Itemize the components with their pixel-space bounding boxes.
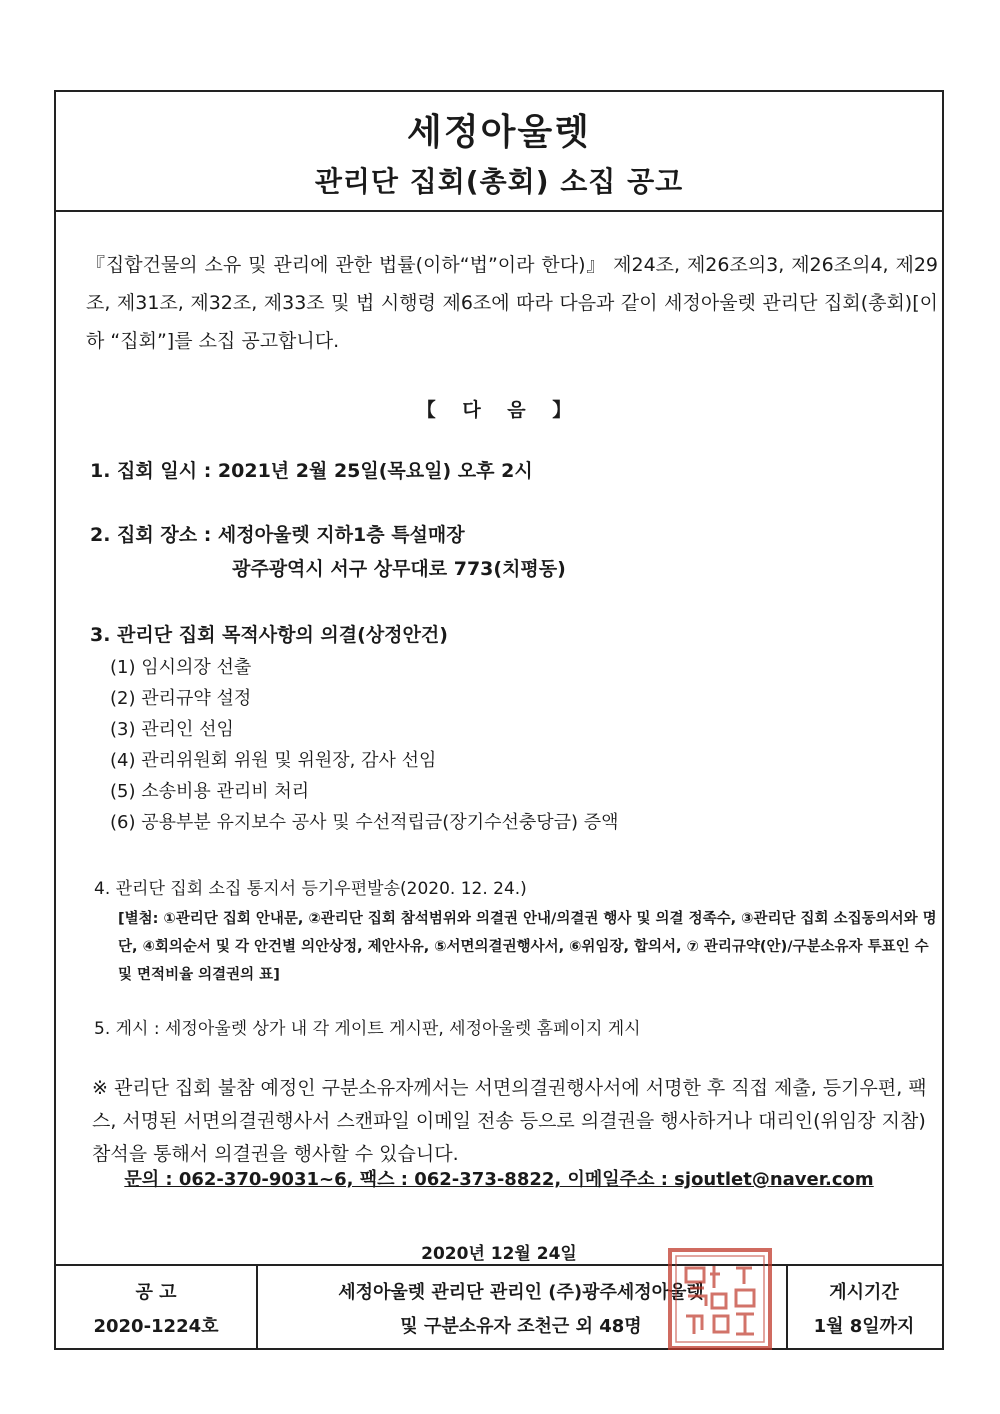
document-title: 세정아울렛 (407, 112, 591, 153)
issuer-line1: 세정아울렛 관리단 관리인 (주)광주세정아울렛 (338, 1282, 704, 1303)
period-label: 게시기간 (829, 1282, 899, 1303)
agenda-item: (1) 임시의장 선출 (110, 657, 252, 678)
item-place-address: 광주광역시 서구 상무대로 773(치평동) (232, 558, 566, 580)
item-agenda-title: 3. 관리단 집회 목적사항의 의결(상정안건) (90, 624, 448, 646)
agenda-item: (2) 관리규약 설정 (110, 688, 252, 709)
agenda-item: (6) 공용부분 유지보수 공사 및 수선적립금(장기수선충당금) 증액 (110, 812, 619, 833)
item-notice: 4. 관리단 집회 소집 통지서 등기우편발송(2020. 12. 24.) (94, 879, 527, 899)
footer-notice-cell (56, 1266, 258, 1350)
note-paragraph: ※ 관리단 집회 불참 예정인 구분소유자께서는 서면의결권행사서에 서명한 후 직접 제출, 등기우편, 팩스, 서명된 서면의결권행사서 스캔파일 이메일 전송 등으로 의결권을 행사하거나 대리인(위임장 지참) 참석을 통해서 의결권을 행사할 수 있습니다. (92, 1077, 927, 1165)
agenda-item: (3) 관리인 선임 (110, 719, 234, 740)
issue-date: 2020년 12월 24일 (421, 1244, 577, 1264)
contact-line: 문의 : 062-370-9031~6, 팩스 : 062-373-8822, 이메일주소 : sjoutlet@naver.com (124, 1169, 874, 1190)
notice-number: 2020-1224호 (93, 1316, 219, 1337)
intro-paragraph: 『집합건물의 소유 및 관리에 관한 법률(이하“법”이라 한다)』 제24조, 제26조의3, 제26조의4, 제29조, 제31조, 제32조, 제33조 및 법 시행령 제6조에 따라 다음과 같이 세정아울렛 관리단 집회(총회)[이하 “집회”]를 소집 공고합니다. (86, 254, 938, 352)
footer-period-cell (786, 1266, 942, 1350)
red-seal-stamp-icon (666, 1244, 776, 1354)
issuer-line2: 및 구분소유자 조천근 외 48명 (400, 1316, 642, 1337)
item-posting: 5. 게시 : 세정아울렛 상가 내 각 게이트 게시판, 세정아울렛 홈페이지 게시 (94, 1019, 641, 1039)
agenda-item: (5) 소송비용 관리비 처리 (110, 781, 310, 802)
item-place: 2. 집회 장소 : 세정아울렛 지하1층 특설매장 (90, 524, 465, 546)
footer-table (56, 1264, 942, 1350)
item-datetime: 1. 집회 일시 : 2021년 2월 25일(목요일) 오후 2시 (90, 460, 533, 482)
document-subtitle: 관리단 집회(총회) 소집 공고 (314, 165, 684, 198)
title-box (56, 92, 942, 212)
period-value: 1월 8일까지 (813, 1316, 915, 1337)
notice-frame (54, 90, 944, 1350)
attachment-list: [별첨: ①관리단 집회 안내문, ②관리단 집회 참석범위와 의결권 안내/의결권 행사 및 의결 정족수, ③관리단 집회 소집동의서와 명단, ④회의순서 및 각 안건별 의안상정, 제안사유, ⑤서면의결권행사서, ⑥위임장, 합의서, ⑦ 관리규약(안)/구분소유자 투표인 수 및 면적비율 의결권의 표] (118, 911, 937, 983)
notice-label: 공 고 (135, 1282, 177, 1303)
agenda-item: (4) 관리위원회 위원 및 위원장, 감사 선임 (110, 750, 437, 771)
section-heading: 【 다 음 】 (416, 399, 582, 421)
